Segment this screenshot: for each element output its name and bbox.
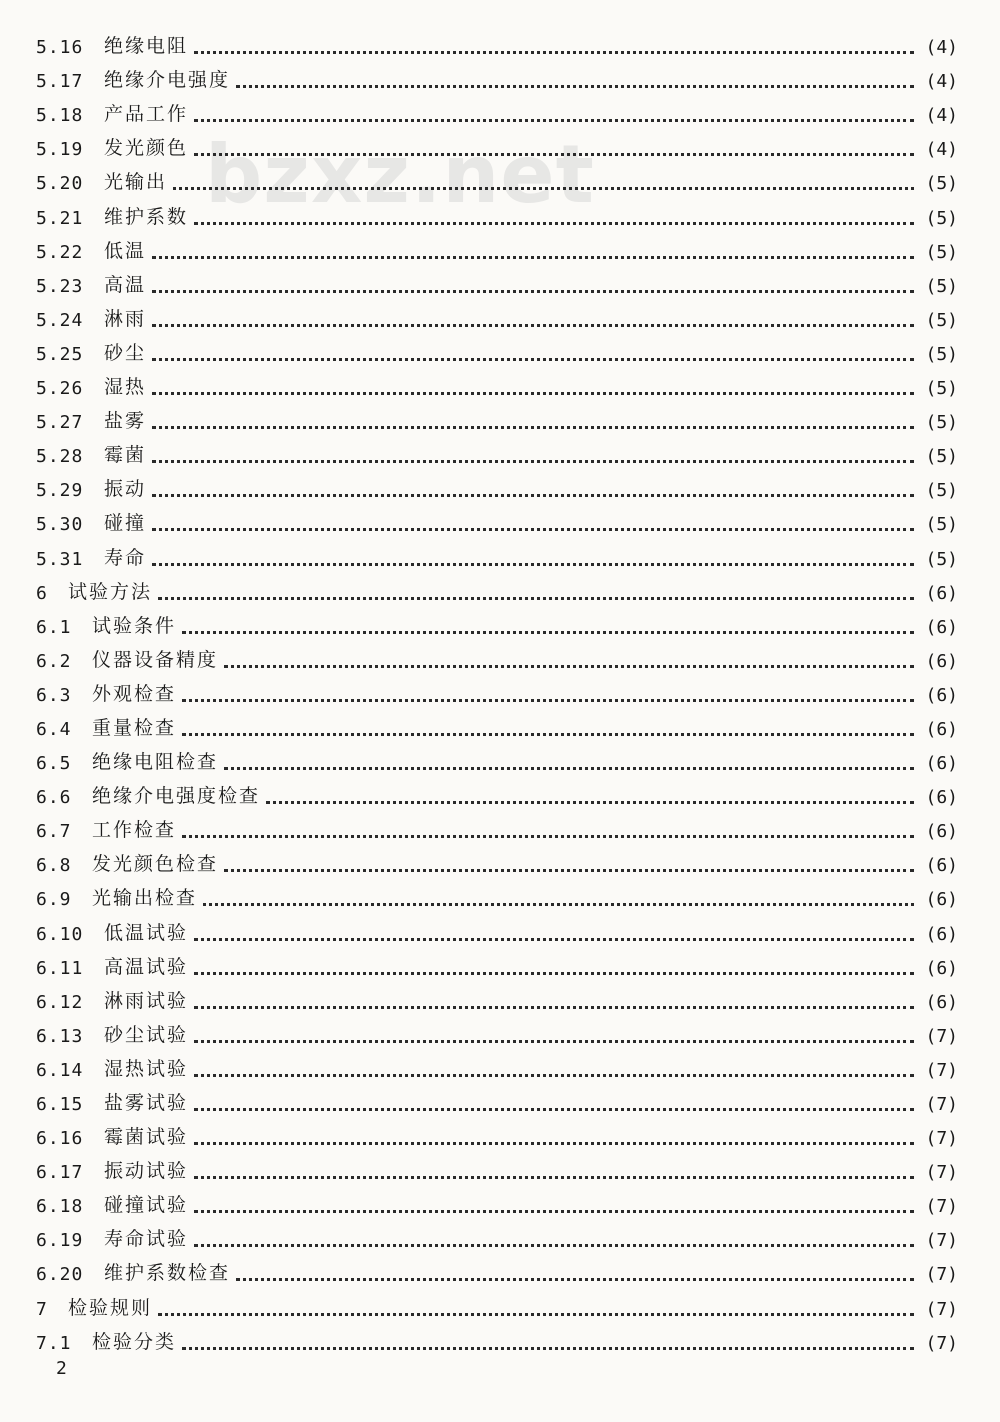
toc-leader-dots <box>194 1026 914 1043</box>
toc-leader-dots <box>182 617 914 634</box>
toc-entry-title: 霉菌 <box>104 444 147 467</box>
toc-entry-page: (5) <box>925 309 958 331</box>
toc-entry-title: 高温试验 <box>104 955 189 978</box>
toc-entry-page: (7) <box>925 1264 958 1286</box>
toc-leader-dots <box>152 446 914 463</box>
toc-entry-title: 寿命试验 <box>104 1228 189 1251</box>
toc-entry-number: 5.21 <box>36 207 84 229</box>
toc-entry <box>36 160 958 194</box>
toc-entry <box>36 331 958 365</box>
toc-entry <box>36 535 958 569</box>
toc-entry <box>36 1217 958 1251</box>
toc-entry <box>36 638 958 672</box>
toc-entry <box>36 672 958 706</box>
toc-entry <box>36 706 958 740</box>
toc-entry-page: (7) <box>925 1094 958 1115</box>
toc-entry-title: 试验方法 <box>68 580 153 603</box>
toc-entry <box>36 433 958 467</box>
toc-entry <box>36 92 958 126</box>
toc-entry-number: 6.11 <box>36 957 84 979</box>
toc-leader-dots <box>158 1299 914 1316</box>
toc-entry-number: 7.1 <box>36 1332 72 1354</box>
toc-leader-dots <box>152 549 914 566</box>
toc-entry-title: 霉菌试验 <box>104 1126 189 1149</box>
toc-entry-number: 5.18 <box>36 105 84 127</box>
toc-entry-page: (4) <box>925 37 958 59</box>
toc-entry-title: 试验条件 <box>92 614 177 637</box>
toc-leader-dots <box>173 173 914 190</box>
toc-entry-title: 维护系数检查 <box>104 1262 231 1285</box>
toc-entry-number: 6.9 <box>36 889 72 911</box>
toc-entry-number: 6.18 <box>36 1196 84 1218</box>
toc-entry-number: 5.25 <box>36 343 84 365</box>
toc-entry <box>36 365 958 399</box>
toc-entry-number: 6.13 <box>36 1025 84 1047</box>
toc-entry <box>36 1149 958 1183</box>
toc-entry-title: 振动试验 <box>104 1160 189 1183</box>
toc-entry-number: 5.23 <box>36 275 84 297</box>
toc-leader-dots <box>236 71 914 88</box>
toc-entry-page: (5) <box>925 241 958 263</box>
toc-entry-number: 5.27 <box>36 412 84 434</box>
toc-entry-page: (6) <box>925 582 958 604</box>
toc-entry-title: 检验分类 <box>92 1330 177 1353</box>
toc-leader-dots <box>152 276 914 293</box>
toc-entry-title: 寿命 <box>104 546 147 569</box>
toc-entry-number: 6.7 <box>36 821 72 843</box>
toc-entry <box>36 740 958 774</box>
toc-entry-title: 高温 <box>104 273 147 296</box>
toc-entry-page: (6) <box>925 684 958 706</box>
toc-entry <box>36 501 958 535</box>
toc-entry-title: 湿热 <box>104 376 147 399</box>
toc-entry-title: 检验规则 <box>68 1296 153 1319</box>
toc-entry-title: 发光颜色 <box>104 137 189 160</box>
toc-entry-title: 盐雾试验 <box>104 1092 189 1114</box>
toc-entry-number: 6.10 <box>36 923 84 945</box>
toc-entry <box>36 570 958 604</box>
toc-entry-title: 低温 <box>104 239 147 262</box>
toc-entry <box>36 876 958 910</box>
toc-leader-dots <box>194 1060 914 1077</box>
toc-leader-dots <box>158 583 914 600</box>
toc-entry-title: 绝缘介电强度检查 <box>92 785 261 808</box>
toc-leader-dots <box>152 242 914 259</box>
toc-entry <box>36 1183 958 1217</box>
toc-leader-dots <box>194 958 914 975</box>
toc-entry-page: (7) <box>925 1230 958 1252</box>
toc-entry-page: (7) <box>925 1128 958 1150</box>
table-of-contents <box>36 24 958 1354</box>
toc-entry-number: 5.28 <box>36 446 84 468</box>
toc-entry <box>36 1251 958 1285</box>
toc-leader-dots <box>194 1128 914 1145</box>
toc-entry-number: 6.15 <box>36 1094 84 1115</box>
toc-entry <box>36 58 958 92</box>
toc-entry-title: 仪器设备精度 <box>92 648 219 671</box>
toc-entry-title: 振动 <box>104 478 147 501</box>
toc-entry-number: 5.24 <box>36 309 84 331</box>
toc-entry-title: 产品工作 <box>104 103 189 126</box>
toc-entry <box>36 467 958 501</box>
toc-leader-dots <box>152 514 914 531</box>
toc-entry-title: 砂尘 <box>104 341 147 364</box>
watermark-text: bzxz.net <box>205 128 595 221</box>
toc-entry-number: 7 <box>36 1298 48 1320</box>
toc-leader-dots <box>182 821 914 838</box>
toc-entry <box>36 229 958 263</box>
toc-entry-number: 5.20 <box>36 173 84 195</box>
toc-leader-dots <box>224 753 914 770</box>
toc-leader-dots <box>152 480 914 497</box>
toc-entry-number: 5.19 <box>36 139 84 161</box>
toc-leader-dots <box>194 1094 914 1111</box>
toc-entry-page: (6) <box>925 650 958 672</box>
toc-entry-page: (6) <box>925 889 958 911</box>
toc-entry <box>36 399 958 433</box>
toc-entry-number: 6.16 <box>36 1128 84 1150</box>
toc-entry-number: 5.30 <box>36 514 84 536</box>
toc-entry <box>36 1047 958 1081</box>
toc-entry-number: 6.1 <box>36 616 72 638</box>
toc-leader-dots <box>152 378 914 395</box>
toc-leader-dots <box>224 855 914 872</box>
toc-entry-title: 重量检查 <box>92 716 177 739</box>
toc-entry-number: 6 <box>36 582 48 604</box>
toc-entry-page: (6) <box>925 753 958 775</box>
toc-entry-page: (6) <box>925 957 958 979</box>
toc-entry-title: 淋雨 <box>104 307 147 330</box>
toc-entry-number: 6.8 <box>36 855 72 877</box>
toc-entry <box>36 808 958 842</box>
toc-entry-title: 发光颜色检查 <box>92 853 219 876</box>
toc-leader-dots <box>182 685 914 702</box>
toc-entry-title: 外观检查 <box>92 682 177 705</box>
toc-entry-page: (7) <box>925 1059 958 1081</box>
toc-entry-number: 6.3 <box>36 684 72 706</box>
toc-entry-page: (4) <box>925 139 958 161</box>
toc-entry-page: (6) <box>925 787 958 809</box>
toc-entry-title: 绝缘电阻检查 <box>92 751 219 774</box>
toc-leader-dots <box>194 1196 914 1213</box>
toc-entry-title: 工作检查 <box>92 819 177 842</box>
toc-leader-dots <box>194 105 914 122</box>
toc-entry <box>36 1013 958 1047</box>
toc-leader-dots <box>194 924 914 941</box>
toc-entry-number: 5.29 <box>36 480 84 502</box>
toc-entry-title: 碰撞 <box>104 512 147 535</box>
toc-entry-number: 5.31 <box>36 548 84 570</box>
toc-entry-page: (6) <box>925 855 958 877</box>
toc-entry-page: (5) <box>925 412 958 434</box>
toc-leader-dots <box>236 1264 914 1281</box>
toc-entry-page: (5) <box>925 275 958 297</box>
toc-entry-page: (6) <box>925 821 958 843</box>
toc-entry-number: 5.17 <box>36 71 84 93</box>
toc-leader-dots <box>152 344 914 361</box>
toc-leader-dots <box>152 310 914 327</box>
toc-entry-page: (5) <box>925 480 958 502</box>
toc-entry-page: (7) <box>925 1162 958 1184</box>
toc-entry <box>36 263 958 297</box>
toc-entry-title: 湿热试验 <box>104 1057 189 1080</box>
toc-entry <box>36 842 958 876</box>
page-number: 2 <box>56 1358 67 1379</box>
toc-entry <box>36 1081 958 1115</box>
toc-entry-page: (5) <box>925 378 958 400</box>
toc-entry-number: 6.5 <box>36 753 72 775</box>
toc-entry <box>36 126 958 160</box>
toc-entry-title: 盐雾 <box>104 410 147 433</box>
toc-leader-dots <box>194 37 914 54</box>
toc-leader-dots <box>182 1333 914 1350</box>
toc-entry-title: 维护系数 <box>104 205 189 228</box>
toc-leader-dots <box>203 889 914 906</box>
toc-entry-title: 绝缘介电强度 <box>104 69 231 92</box>
toc-entry-title: 淋雨试验 <box>104 989 189 1012</box>
toc-leader-dots <box>194 208 914 225</box>
toc-entry-page: (5) <box>925 343 958 365</box>
toc-entry <box>36 194 958 228</box>
toc-entry-page: (7) <box>925 1332 958 1354</box>
toc-entry-page: (4) <box>925 105 958 127</box>
toc-entry-title: 砂尘试验 <box>104 1023 189 1046</box>
toc-entry-title: 碰撞试验 <box>104 1194 189 1217</box>
toc-entry <box>36 979 958 1013</box>
toc-entry-page: (7) <box>925 1025 958 1047</box>
toc-leader-dots <box>194 992 914 1009</box>
toc-entry-number: 6.14 <box>36 1059 84 1081</box>
toc-entry-page: (6) <box>925 991 958 1013</box>
toc-leader-dots <box>194 139 914 156</box>
toc-entry-number: 6.12 <box>36 991 84 1013</box>
toc-entry <box>36 1115 958 1149</box>
toc-entry-number: 6.19 <box>36 1230 84 1252</box>
toc-entry <box>36 910 958 944</box>
toc-entry-number: 5.16 <box>36 37 84 59</box>
toc-entry-page: (6) <box>925 923 958 945</box>
toc-entry-page: (5) <box>925 207 958 229</box>
toc-entry-number: 5.26 <box>36 378 84 400</box>
toc-entry-page: (5) <box>925 514 958 536</box>
toc-entry-page: (5) <box>925 173 958 195</box>
toc-entry-number: 5.22 <box>36 241 84 263</box>
toc-leader-dots <box>266 787 914 804</box>
toc-entry-page: (6) <box>925 718 958 740</box>
toc-entry-title: 低温试验 <box>104 921 189 944</box>
toc-leader-dots <box>194 1230 914 1247</box>
toc-leader-dots <box>152 412 914 429</box>
toc-entry <box>36 604 958 638</box>
toc-entry <box>36 1285 958 1319</box>
toc-entry <box>36 24 958 58</box>
toc-entry-page: (6) <box>925 616 958 638</box>
toc-entry-number: 6.17 <box>36 1162 84 1184</box>
toc-entry-page: (7) <box>925 1298 958 1320</box>
toc-entry-title: 绝缘电阻 <box>104 35 189 58</box>
toc-entry-title: 光输出检查 <box>92 887 198 910</box>
toc-entry-number: 6.2 <box>36 650 72 672</box>
toc-entry-page: (7) <box>925 1196 958 1218</box>
toc-entry-number: 6.20 <box>36 1264 84 1286</box>
toc-entry-page: (5) <box>925 446 958 468</box>
toc-leader-dots <box>194 1162 914 1179</box>
toc-entry-number: 6.4 <box>36 718 72 740</box>
toc-entry-number: 6.6 <box>36 787 72 809</box>
toc-entry <box>36 945 958 979</box>
toc-entry-page: (4) <box>925 71 958 93</box>
toc-leader-dots <box>224 651 914 668</box>
toc-entry-page: (5) <box>925 548 958 570</box>
toc-entry-title: 光输出 <box>104 171 168 194</box>
toc-leader-dots <box>182 719 914 736</box>
toc-entry <box>36 297 958 331</box>
toc-entry <box>36 1320 958 1354</box>
toc-entry <box>36 774 958 808</box>
